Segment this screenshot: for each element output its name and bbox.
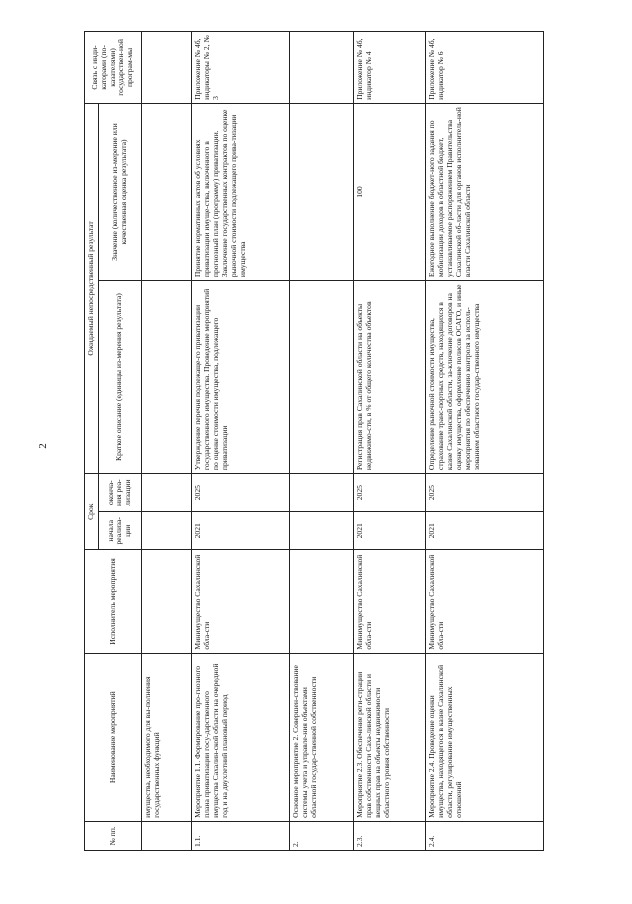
row-num: 2. bbox=[289, 821, 353, 850]
row-name: Основное мероприятие 2. Совершен-ствование системы учета и управле-ния объектами областной государ-ственной собственности bbox=[289, 653, 353, 821]
row-value bbox=[289, 103, 353, 280]
row-link: Приложение № 4б, индикатор № 6 bbox=[425, 32, 543, 104]
row-description bbox=[141, 281, 191, 474]
row-name: Мероприятие 2.3. Обеспечение реги-страции прав собственности Саха-линской области и вещных прав на объекты недвижимости областного уровня собственности bbox=[353, 653, 425, 821]
row-name: имущества, необходимого для вы-полнения государственных функций bbox=[141, 653, 191, 821]
row-end bbox=[141, 474, 191, 512]
row-link: Приложение № 4б, индикаторы № 2, № 3 bbox=[191, 32, 289, 104]
row-executor: Минимущество Сахалинской обла-сти bbox=[425, 550, 543, 653]
row-start: 2021 bbox=[353, 512, 425, 550]
header-executor: Исполнитель мероприятия bbox=[85, 550, 142, 653]
table-row bbox=[191, 32, 289, 851]
document-table-frame bbox=[84, 31, 606, 851]
header-name: Наименование мероприятий bbox=[85, 653, 142, 821]
table-row bbox=[141, 32, 191, 851]
row-end: 2025 bbox=[425, 474, 543, 512]
row-description bbox=[289, 281, 353, 474]
row-start bbox=[289, 512, 353, 550]
row-end: 2025 bbox=[353, 474, 425, 512]
row-start: 2021 bbox=[425, 512, 543, 550]
header-result: Ожидаемый непосредственный результат bbox=[85, 103, 99, 473]
row-value: 100 bbox=[353, 103, 425, 280]
row-link bbox=[289, 32, 353, 104]
table-row bbox=[353, 32, 425, 851]
row-executor bbox=[141, 550, 191, 653]
row-executor: Минимущество Сахалинской обла-сти bbox=[191, 550, 289, 653]
table-body bbox=[141, 32, 543, 851]
row-start bbox=[141, 512, 191, 550]
row-value: Ежегодное выполнение бюджет-ного задания по мобилизации доходов в областной бюджет, устанавливаемое распоряжением Правительства Сахалинской об-ласти для органов исполнитель-ной власти Сахалинской области bbox=[425, 103, 543, 280]
row-end bbox=[289, 474, 353, 512]
row-description: Определение рыночной стоимости имущества, страхование транс-портных средств, находящихся в казне Сахалинской области, за-ключение договоров на оценку имущества, оформление полисов ОСАГО, и иные мероприятия по обеспечению контроля за исполь-зованием областного государ-ственного имущества bbox=[425, 281, 543, 474]
row-num: 2.3. bbox=[353, 821, 425, 850]
measures-table bbox=[84, 31, 544, 851]
header-link: Связь с инди-каторами (по-казателями) государствен-ной програм-мы bbox=[85, 32, 142, 104]
row-description: Регистрация прав Сахалинской области на объекты недвижимо-сти, в % от общего количества объектов bbox=[353, 281, 425, 474]
header-value: Значение (количественное из-мерение или качественная оценка результата) bbox=[98, 103, 141, 280]
header-description: Краткое описание (единицы из-мерения результата) bbox=[98, 281, 141, 474]
row-num: 1.1. bbox=[191, 821, 289, 850]
header-end: оконча-ния реа-лизации bbox=[98, 474, 141, 512]
row-description: Утверждение перечня подлежаще-го приватизации государственного имущества. Проведение мероприятий по оценке стоимости имущества, подлежащего приватизации bbox=[191, 281, 289, 474]
header-num: № пп. bbox=[85, 821, 142, 850]
row-num bbox=[141, 821, 191, 850]
table-row bbox=[289, 32, 353, 851]
table-row bbox=[425, 32, 543, 851]
row-executor bbox=[289, 550, 353, 653]
row-value bbox=[141, 103, 191, 280]
row-end: 2025 bbox=[191, 474, 289, 512]
row-name: Мероприятие 2.4. Проведение оценки имущества, находящегося в казне Сахалинской области, регулирование имущественных отношений bbox=[425, 653, 543, 821]
row-name: Мероприятие 1.1. Формирование про-гнозного плана приватизации госу-дарственного имущества Сахалин-ской области на очередной год и на двухлетний плановый период bbox=[191, 653, 289, 821]
header-start: начала реализа-ции bbox=[98, 512, 141, 550]
page-number: 2 bbox=[36, 443, 49, 449]
row-value: Принятие нормативных актов об условиях приватизации имуще-ства, включенного в прогнозный план (программу) приватизации. Заключение государственных контрактов по оценке рыночной стоимости подлежащего прива-тизации имущества bbox=[191, 103, 289, 280]
row-start: 2021 bbox=[191, 512, 289, 550]
row-executor: Минимущество Сахалинской обла-сти bbox=[353, 550, 425, 653]
row-link: Приложение № 4б, индикатор № 4 bbox=[353, 32, 425, 104]
table-header bbox=[85, 32, 142, 851]
header-term: Срок bbox=[85, 474, 99, 550]
row-num: 2.4. bbox=[425, 821, 543, 850]
row-link bbox=[141, 32, 191, 104]
